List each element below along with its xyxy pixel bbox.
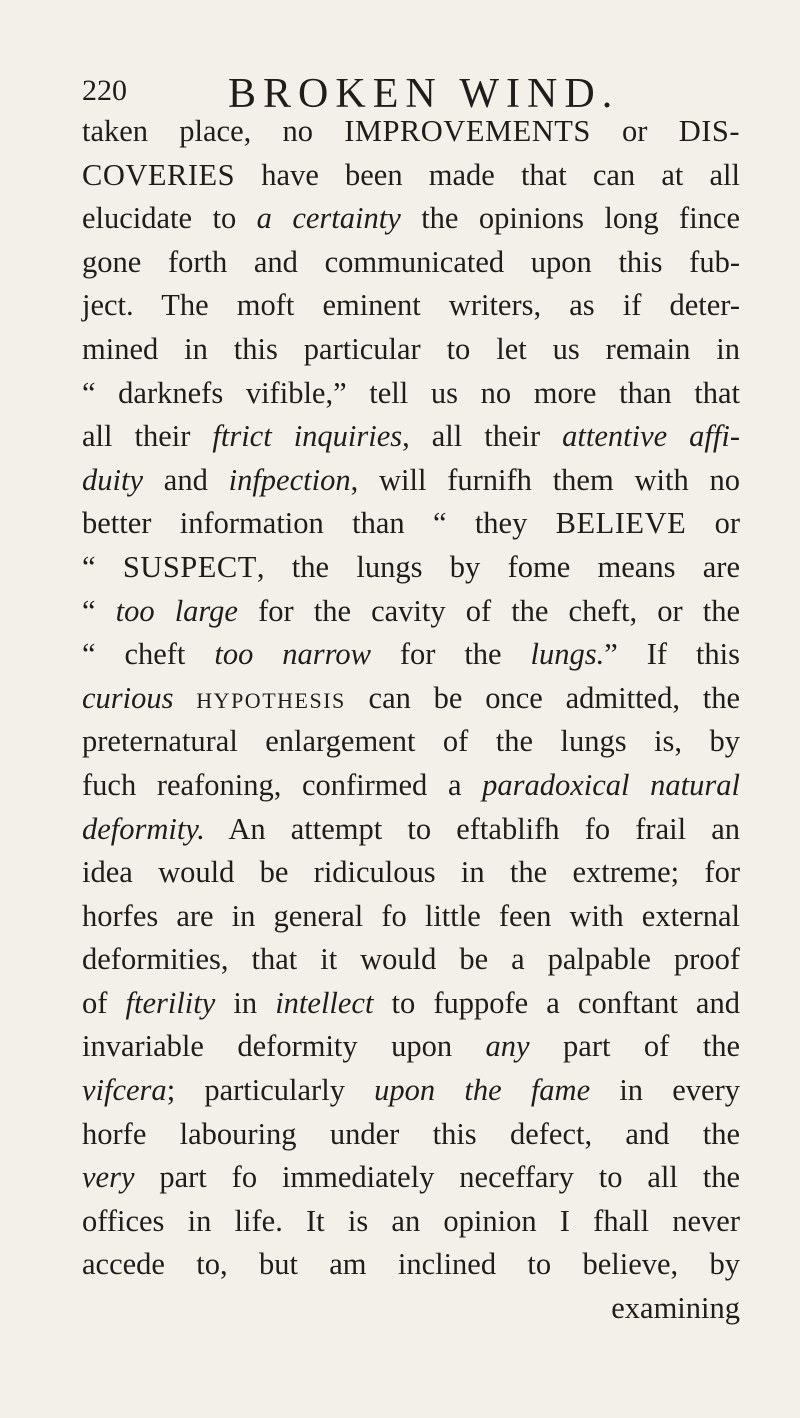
italic-text: intellect — [275, 985, 374, 1020]
text-segment: “ — [82, 549, 123, 584]
italic-text: very — [82, 1160, 135, 1195]
text-segment: BELIEVE — [555, 506, 687, 541]
text-segment: better information than “ they — [82, 506, 556, 541]
text-segment: of — [82, 985, 126, 1020]
text-line — [82, 1069, 740, 1113]
text-segment: ; particularly — [166, 1073, 375, 1108]
text-segment: for the — [370, 637, 531, 672]
text-segment: fuch reafoning, confirmed a — [82, 767, 483, 802]
text-segment: IMPROVEMENTS — [344, 114, 591, 148]
italic-text: attentive affi- — [562, 419, 740, 454]
text-segment: taken place, no — [82, 114, 345, 148]
text-line — [82, 154, 740, 198]
text-line — [82, 633, 740, 677]
text-line — [82, 677, 740, 721]
text-segment: and — [143, 462, 229, 497]
text-segment: ” If this — [604, 637, 741, 672]
text-line — [82, 1113, 740, 1157]
text-segment: have been made that can at all — [235, 157, 740, 192]
text-segment: gone forth and communicated upon this fub- — [82, 244, 740, 279]
text-segment: examining — [611, 1291, 740, 1326]
italic-text: fterility — [125, 985, 216, 1020]
text-segment: HYPOTHESIS — [196, 687, 346, 713]
text-line — [82, 764, 740, 808]
italic-text: upon the fame — [374, 1073, 591, 1108]
running-head: BROKEN WIND. — [228, 71, 620, 117]
body-text — [82, 110, 740, 1331]
text-segment: , the lungs by fome means are — [256, 549, 740, 584]
text-line — [82, 1156, 740, 1200]
italic-text: lungs. — [530, 637, 605, 672]
text-segment: preternatural enlargement of the lungs is, by — [82, 724, 740, 759]
text-segment: COVERIES — [82, 157, 236, 192]
text-segment: An attempt to eftablifh fo frail an — [204, 811, 740, 846]
italic-text: paradoxical natural — [482, 767, 740, 802]
text-segment: invariable deformity upon — [82, 1029, 486, 1064]
text-segment: or — [686, 506, 740, 541]
text-segment: “ cheft — [82, 637, 215, 672]
text-line — [82, 982, 740, 1026]
italic-text: deformity. — [82, 811, 205, 846]
text-segment: SUSPECT — [122, 549, 257, 584]
text-segment: “ darknefs vifible,” tell us no more than that — [82, 375, 740, 410]
italic-text: vifcera — [82, 1073, 167, 1108]
text-segment: can be once admitted, the — [345, 680, 741, 715]
text-line — [82, 502, 740, 546]
text-segment: in — [215, 985, 276, 1020]
italic-text: too large — [115, 593, 238, 628]
text-line — [82, 720, 740, 764]
text-line — [82, 895, 740, 939]
text-line — [82, 938, 740, 982]
text-line — [82, 284, 740, 328]
text-segment: all their — [82, 419, 213, 454]
text-segment: ject. The moft eminent writers, as if deter- — [82, 288, 740, 323]
text-segment: mined in this particular to let us remain in — [82, 331, 740, 366]
text-segment: to fuppofe a conftant and — [373, 985, 740, 1020]
italic-text: any — [485, 1029, 530, 1064]
text-segment: , all their — [402, 419, 563, 454]
text-segment: for the cavity of the cheft, or the — [237, 593, 740, 628]
text-segment: part fo immediately neceffary to all the — [134, 1160, 740, 1195]
text-line — [82, 1025, 740, 1069]
text-line — [82, 197, 740, 241]
text-line — [82, 110, 740, 154]
text-segment: deformities, that it would be a palpable proof — [82, 942, 740, 977]
text-line — [82, 241, 740, 285]
text-line — [82, 372, 740, 416]
text-line — [82, 1200, 740, 1244]
italic-text: infpection — [228, 462, 351, 497]
italic-text: ftrict inquiries — [212, 419, 403, 454]
text-segment: horfes are in general fo little feen with external — [82, 898, 740, 933]
text-segment: offices in life. It is an opinion I fhall never — [82, 1203, 740, 1238]
text-segment: DIS- — [678, 114, 740, 148]
text-segment: the opinions long fince — [400, 201, 741, 236]
text-line — [82, 546, 740, 590]
text-segment: part of the — [529, 1029, 741, 1064]
italic-text: too narrow — [214, 637, 371, 672]
text-line — [82, 808, 740, 852]
text-line — [82, 1243, 740, 1287]
page-number: 220 — [82, 74, 127, 107]
text-segment: , will furnifh them with no — [350, 462, 740, 497]
text-line — [82, 459, 740, 503]
page-header — [82, 70, 742, 117]
text-line — [82, 851, 740, 895]
text-segment: accede to, but am inclined to believe, by — [82, 1247, 740, 1282]
text-segment — [174, 681, 197, 715]
text-segment: “ — [82, 593, 116, 628]
italic-text: curious — [82, 680, 174, 715]
text-line — [82, 328, 740, 372]
italic-text: a certainty — [256, 201, 401, 236]
text-segment: horfe labouring under this defect, and the — [82, 1116, 740, 1151]
text-line — [82, 415, 740, 459]
text-segment: or — [590, 114, 679, 148]
text-segment: idea would be ridiculous in the extreme; for — [82, 855, 740, 890]
text-segment: elucidate to — [82, 201, 257, 236]
italic-text: duity — [82, 462, 143, 497]
text-line — [82, 590, 740, 634]
text-line — [82, 1287, 740, 1331]
text-segment: in every — [590, 1073, 740, 1108]
